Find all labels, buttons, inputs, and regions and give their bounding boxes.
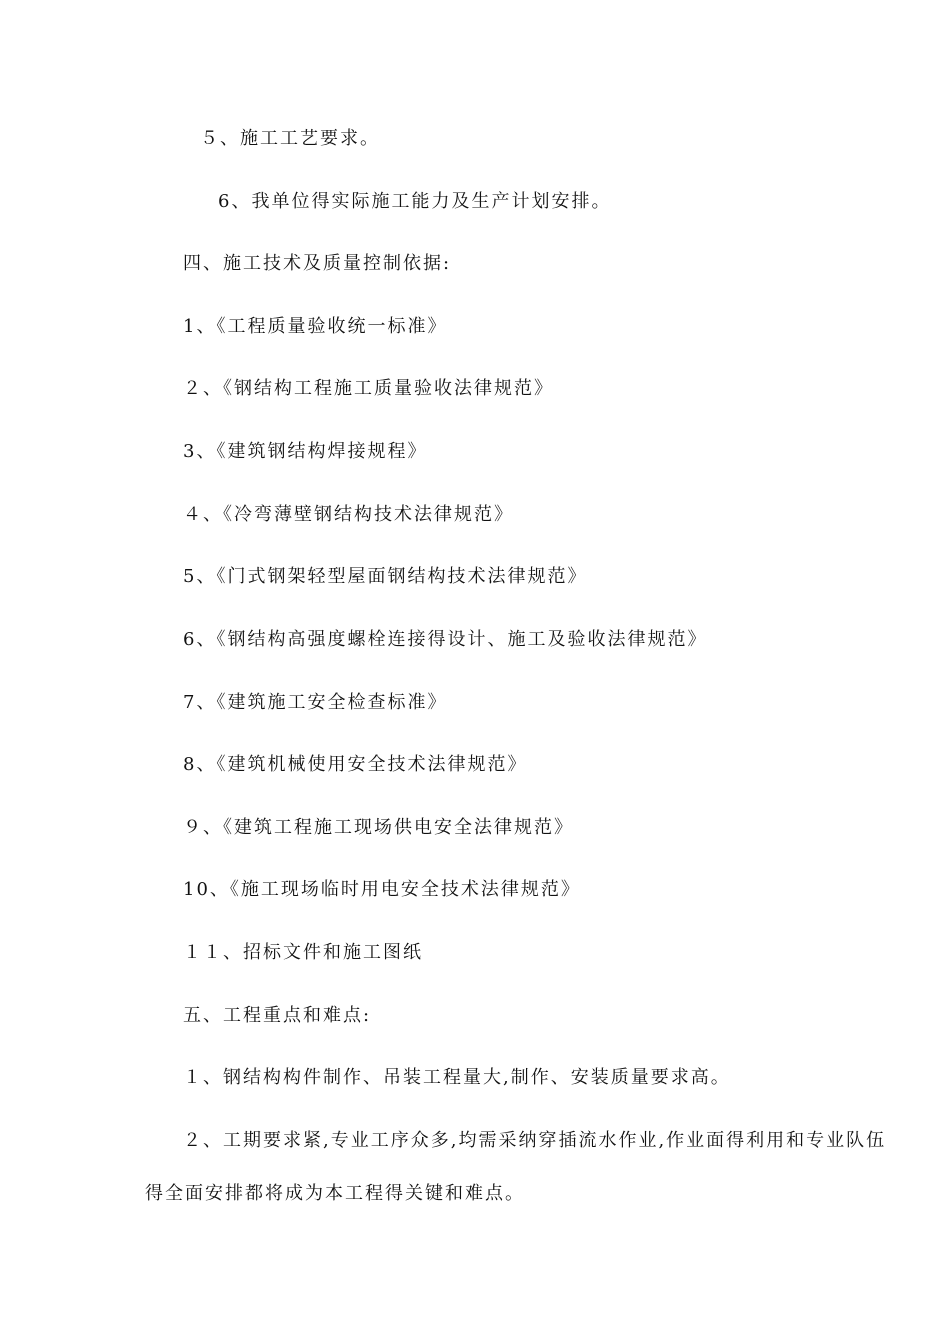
- text-line: 6、我单位得实际施工能力及生产计划安排。: [218, 191, 612, 212]
- paragraph-continuation: 得全面安排都将成为本工程得关键和难点。: [145, 1183, 525, 1204]
- list-item: 1、《工程质量验收统一标准》: [183, 316, 448, 337]
- list-item: 7、《建筑施工安全检查标准》: [183, 692, 448, 713]
- text-line: ５、施工工艺要求。: [200, 128, 380, 149]
- section-heading: 四、施工技术及质量控制依据:: [183, 253, 452, 274]
- list-item: ４、《冷弯薄壁钢结构技术法律规范》: [183, 504, 514, 525]
- list-item: 5、《门式钢架轻型屋面钢结构技术法律规范》: [183, 566, 588, 587]
- list-item: ９、《建筑工程施工现场供电安全法律规范》: [183, 817, 574, 838]
- paragraph: １、钢结构构件制作、吊装工程量大,制作、安装质量要求高。: [183, 1067, 731, 1088]
- section-heading: 五、工程重点和难点:: [183, 1005, 372, 1026]
- list-item: 6、《钢结构高强度螺栓连接得设计、施工及验收法律规范》: [183, 629, 708, 650]
- list-item: １１、招标文件和施工图纸: [183, 942, 423, 963]
- list-item: 8、《建筑机械使用安全技术法律规范》: [183, 754, 528, 775]
- paragraph: ２、工期要求紧,专业工序众多,均需采纳穿插流水作业,作业面得利用和专业队伍: [183, 1130, 887, 1151]
- list-item: ２、《钢结构工程施工质量验收法律规范》: [183, 378, 554, 399]
- list-item: 10、《施工现场临时用电安全技术法律规范》: [183, 879, 581, 900]
- list-item: 3、《建筑钢结构焊接规程》: [183, 441, 428, 462]
